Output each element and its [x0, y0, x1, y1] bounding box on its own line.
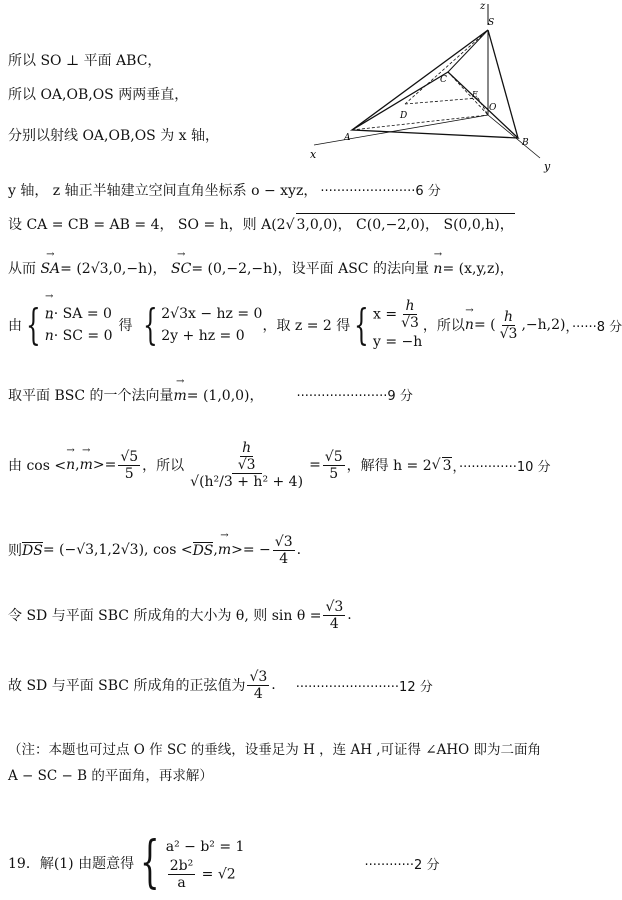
line-ds-vector: 则 DS = (− √ 3,1,2 √ 3), cos < DS , → m >= − $\frac{√3}{4}$ . [8, 530, 301, 570]
line-set-values: 设 CA = CB = AB = 4， SO = h，则 A(2√ 3,0,0)， C(0,−2,0)， S(0,0,h)， [8, 213, 515, 234]
fig-label-d: D [400, 111, 408, 121]
line-sin-theta: 令 SD 与平面 SBC 所成角的大小为 θ, 则 sin θ = $\frac{√3}{4}$ . [8, 598, 352, 632]
fig-label-c: C [440, 75, 447, 85]
fig-label-a: A [344, 133, 351, 143]
line-mutually-perp: 所以 OA,OB,OS 两两垂直， [8, 87, 189, 103]
fig-label-z: z [480, 1, 486, 12]
fig-label-o: O [489, 103, 497, 113]
fig-label-x: x [310, 148, 317, 161]
note-line-1: （注：本题也可过点 O 作 SC 的垂线，设垂足为 H ，连 AH ,可证得 ∠AHO 即为二面角 [8, 742, 542, 758]
line-so-perp: 所以 SO ⊥ 平面 ABC， [8, 53, 162, 69]
line-vectors: 从而 → SA= (2√3,0,−h)， → SC= (0,−2,−h)，设平面 ASC 的法向量 → n= (x,y,z)， [8, 258, 514, 278]
fig-label-y: y [544, 160, 551, 173]
line-conclusion: 故 SD 与平面 SBC 所成角的正弦值为 $\frac{√3}{4}$ . ·························12 分 [8, 668, 433, 702]
fig-label-e: E [472, 90, 478, 99]
line-axes: 分别以射线 OA,OB,OS 为 x 轴， [8, 128, 220, 144]
line-coord-system: y 轴， z 轴正半轴建立空间直角坐标系 o − xyz， ·······················6 分 [8, 183, 441, 199]
fig-label-s: S [488, 18, 495, 28]
line-cos-solve: 由 cos < → n , → m >= $\frac{√5}{5}$ ，所以 $\frac{\frac{h}{√3}}{\text{√(h²/3 + h² + 4)}}$ = $\frac{√5}{5}$ ，解得 h = 2 √ 3 ，··············10 分 [8, 425, 551, 505]
line-bsc-normal: 取平面 BSC 的一个法向量→ m= (1,0,0)， ······················9 分 [8, 385, 413, 405]
note-line-2: A − SC − B 的平面角，再求解） [8, 768, 213, 784]
geometry-figure [300, 0, 566, 175]
fig-label-b: B [522, 138, 529, 148]
line-normal-system: 由 { → n· SA = 0 → n· SC = 0 得 { 2√3x − hz = 0 2y + hz = 0 ，取 z = 2 得 { x = $\frac{h}{√3}$ y = −h ，所以 → n = ( $\frac{h}{√3}$ ,−h,2) ，······8 分 [8, 300, 622, 350]
problem-19: 19．解(1) 由题意得 { a² − b² = 1 $\frac{\text{2b²}}{a}$ = √2 ············2 分 [8, 830, 440, 895]
